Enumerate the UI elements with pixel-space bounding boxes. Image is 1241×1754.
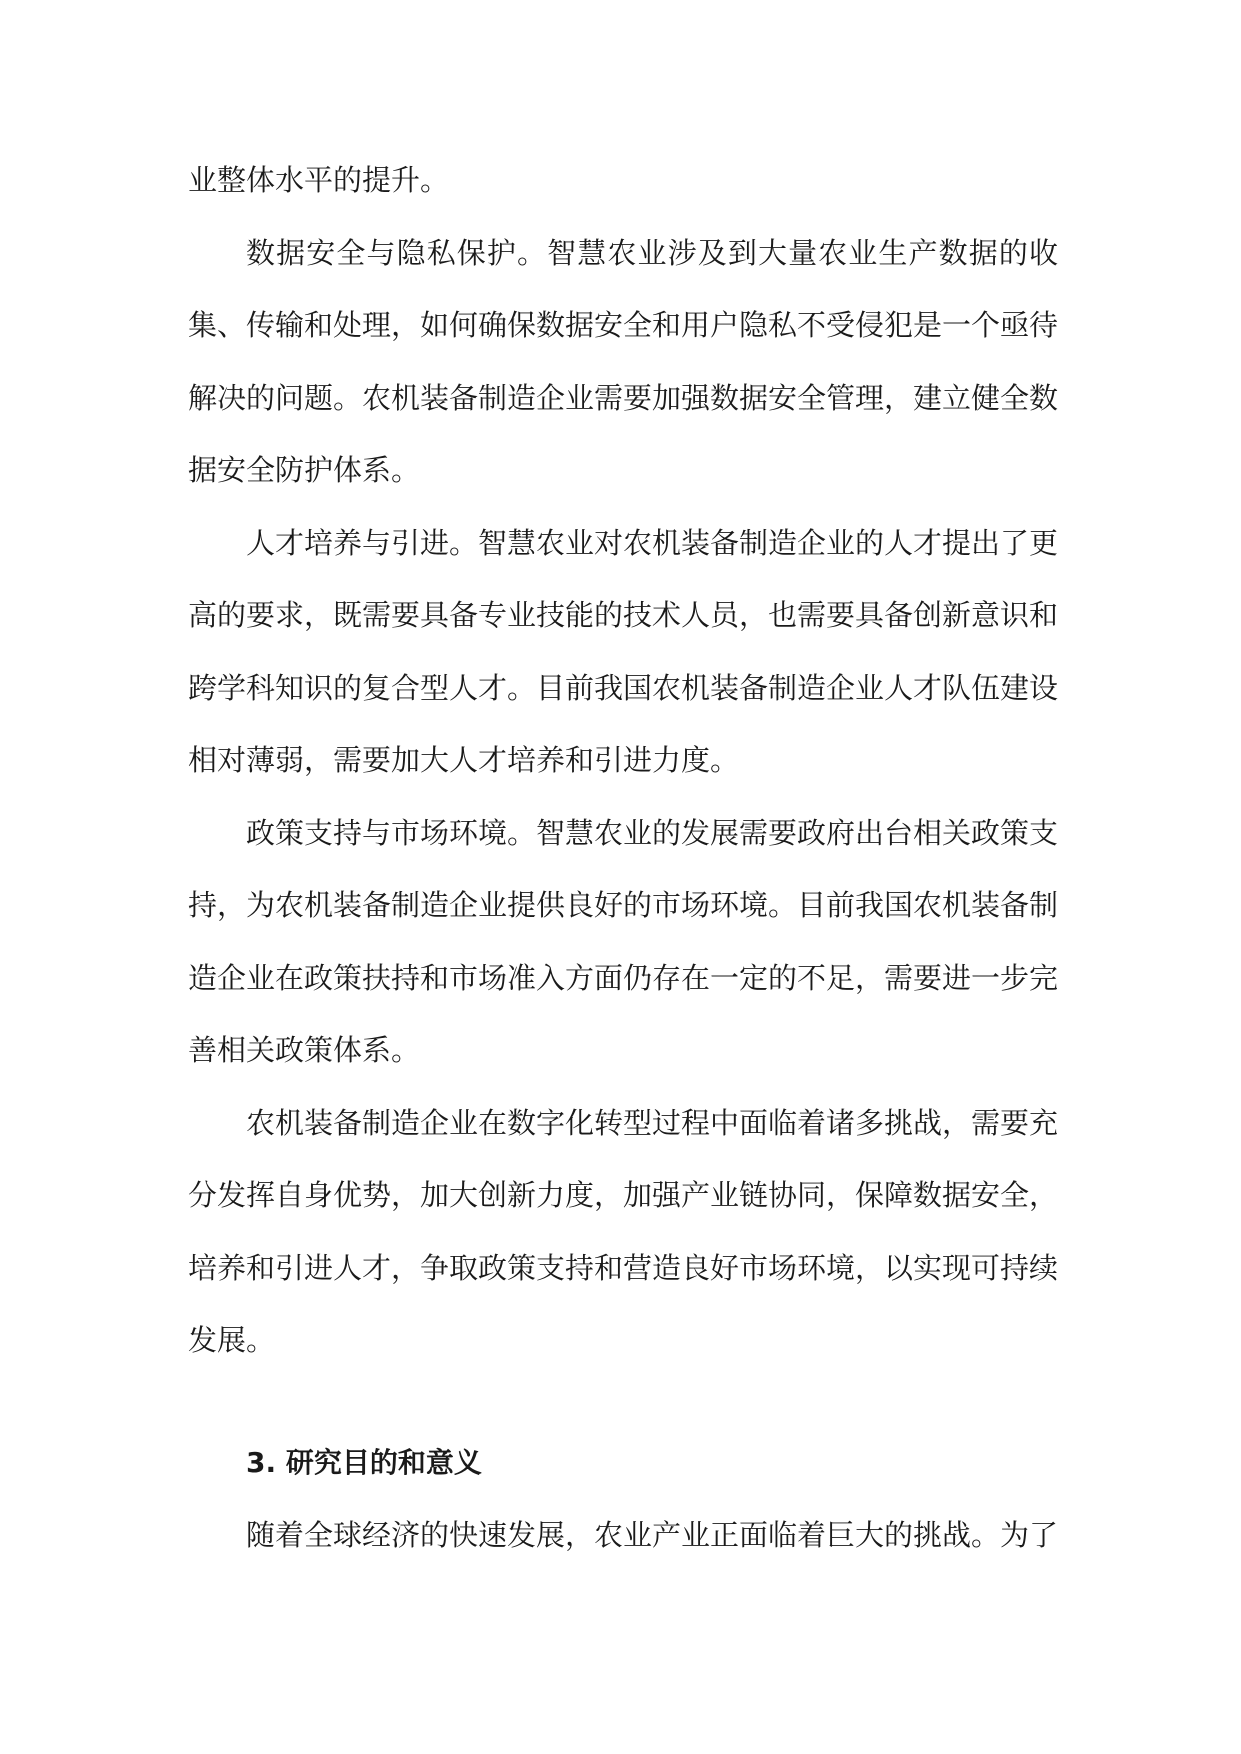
document-body: [188, 144, 1058, 1572]
section-heading: 3. 研究目的和意义: [246, 1445, 482, 1479]
paragraph-talent: 人才培养与引进。智慧农业对农机装备制造企业的人才提出了更高的要求，既需要具备专业技能的技术人员，也需要具备创新意识和跨学科知识的复合型人才。目前我国农机装备制造企业人才队伍建设相对薄弱，需要加大人才培养和引进力度。: [188, 525, 1059, 777]
paragraph-continuation: 业整体水平的提升。: [188, 163, 450, 197]
paragraph-summary: 农机装备制造企业在数字化转型过程中面临着诸多挑战，需要充分发挥自身优势，加大创新力度，加强产业链协同，保障数据安全，培养和引进人才，争取政策支持和营造良好市场环境，以实现可持续发展。: [188, 1105, 1059, 1357]
paragraph-data-security: 数据安全与隐私保护。智慧农业涉及到大量农业生产数据的收集、传输和处理，如何确保数据安全和用户隐私不受侵犯是一个亟待解决的问题。农机装备制造企业需要加强数据安全管理，建立健全数据安全防护体系。: [188, 235, 1059, 487]
paragraph-policy: 政策支持与市场环境。智慧农业的发展需要政府出台相关政策支持，为农机装备制造企业提供良好的市场环境。目前我国农机装备制造企业在政策扶持和市场准入方面仍存在一定的不足，需要进一步完善相关政策体系。: [188, 815, 1059, 1067]
paragraph-research-intro: 随着全球经济的快速发展，农业产业正面临着巨大的挑战。为了: [246, 1518, 1059, 1552]
